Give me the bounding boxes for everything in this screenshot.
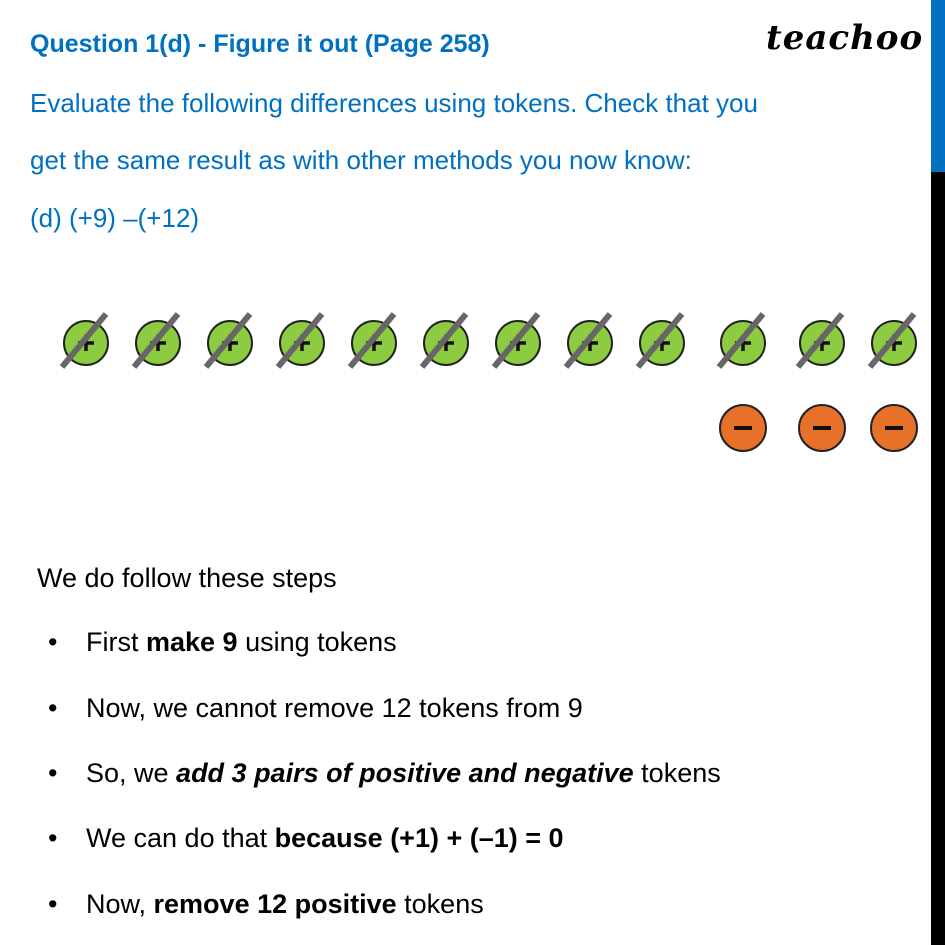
question-text-line: Evaluate the following differences using tokens. Check that you [30,88,758,118]
steps-heading: We do follow these steps [37,563,337,593]
teachoo-logo: teachoo [766,18,924,58]
side-accent-bar [931,0,945,172]
question-text-line: get the same result as with other methods you now know: [30,145,692,175]
question-title: Question 1(d) - Figure it out (Page 258) [30,30,490,58]
question-part-d: (d) (+9) –(+12) [30,203,200,233]
step-bullet: • Now, remove 12 positive tokens [48,889,484,919]
step-bullet: • So, we add 3 pairs of positive and negative tokens [48,758,721,788]
step-bullet: • Now, we cannot remove 12 tokens from 9 [48,693,583,723]
step-bullet: • We can do that because (+1) + (–1) = 0 [48,823,564,853]
token-diagram [0,290,931,460]
step-bullet: • First make 9 using tokens [48,627,397,657]
side-dark-bar [931,172,945,945]
